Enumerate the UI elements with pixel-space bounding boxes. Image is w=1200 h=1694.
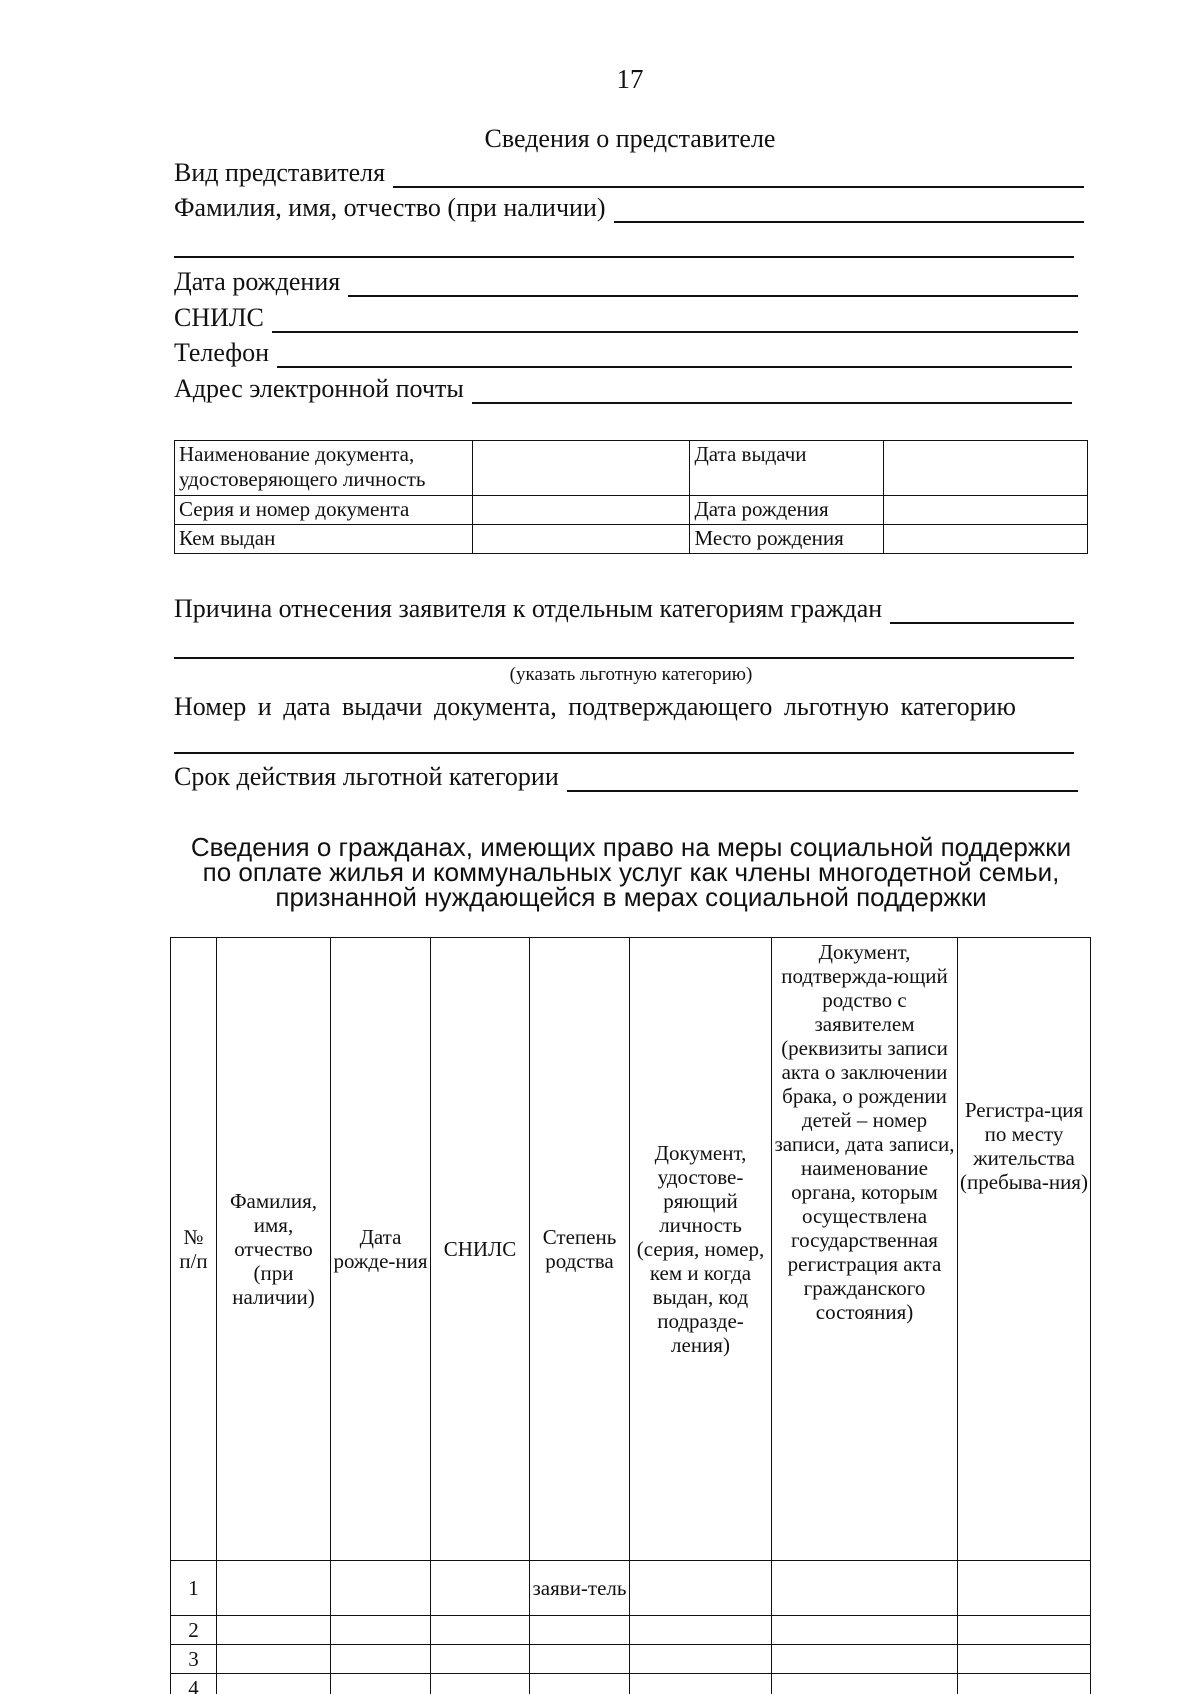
col-header-id-document: Документ, удостове-ряющий личность (серия, номер, кем и когда выдан, код подразде-ления) bbox=[630, 938, 772, 1561]
benefit-category-hint: (указать льготную категорию) bbox=[509, 664, 753, 685]
cell-kinship-document[interactable] bbox=[772, 1674, 958, 1694]
benefit-doc-line[interactable] bbox=[174, 752, 1074, 754]
cell-fio[interactable] bbox=[217, 1561, 331, 1616]
cell-snils[interactable] bbox=[431, 1616, 530, 1645]
rep-type-field[interactable] bbox=[174, 158, 1084, 188]
series-number-label: Серия и номер документа bbox=[175, 496, 473, 525]
rep-type-label: Вид представителя bbox=[174, 158, 386, 187]
cell-snils[interactable] bbox=[431, 1561, 530, 1616]
rep-snils-line[interactable] bbox=[272, 307, 1078, 333]
cell-birth-date[interactable] bbox=[331, 1645, 431, 1674]
cell-birth-date[interactable] bbox=[331, 1674, 431, 1694]
cell-snils[interactable] bbox=[431, 1645, 530, 1674]
cell-id-document[interactable] bbox=[630, 1561, 772, 1616]
issue-date-value[interactable] bbox=[884, 441, 1088, 496]
cell-relation[interactable]: заяви-тель bbox=[530, 1561, 630, 1616]
col-header-fio: Фамилия, имя, отчество (при наличии) bbox=[217, 938, 331, 1561]
table-header-row bbox=[171, 938, 1091, 1561]
cell-snils[interactable] bbox=[431, 1674, 530, 1694]
family-members-table bbox=[170, 937, 1091, 1694]
rep-phone-line[interactable] bbox=[277, 342, 1072, 368]
members-title-line: Сведения о гражданах, имеющих право на меры социальной поддержки bbox=[190, 832, 1072, 862]
id-doc-name-label: Наименование документа, удостоверяющего личность bbox=[175, 441, 473, 496]
cell-relation[interactable] bbox=[530, 1674, 630, 1694]
rep-fio-continuation-line[interactable] bbox=[174, 256, 1074, 258]
cell-birth-date[interactable] bbox=[331, 1561, 431, 1616]
members-title-line: признанной нуждающейся в мерах социальной поддержки bbox=[275, 882, 987, 912]
rep-birth-date-line[interactable] bbox=[348, 271, 1078, 297]
rep-section-title: Сведения о представителе bbox=[484, 124, 776, 153]
rep-email-field[interactable] bbox=[174, 374, 1072, 404]
cell-registration[interactable] bbox=[958, 1561, 1091, 1616]
rep-fio-field[interactable] bbox=[174, 193, 1084, 223]
cell-registration[interactable] bbox=[958, 1674, 1091, 1694]
rep-type-line[interactable] bbox=[393, 162, 1084, 188]
cell-id-document[interactable] bbox=[630, 1616, 772, 1645]
members-section-title bbox=[0, 832, 1200, 912]
rep-email-line[interactable] bbox=[472, 378, 1072, 404]
birth-place-label: Место рождения bbox=[690, 525, 884, 554]
id-doc-name-value[interactable] bbox=[472, 441, 690, 496]
rep-fio-line[interactable] bbox=[614, 197, 1084, 223]
cell-fio[interactable] bbox=[217, 1645, 331, 1674]
col-header-registration: Регистра-ция по месту жительства (пребыва-ния) bbox=[958, 938, 1091, 1561]
cell-fio[interactable] bbox=[217, 1674, 331, 1694]
rep-birth-date-label: Дата рождения bbox=[174, 267, 341, 296]
id-document-table bbox=[174, 440, 1088, 554]
col-header-birth-date: Дата рожде-ния bbox=[331, 938, 431, 1561]
birth-place-value[interactable] bbox=[884, 525, 1088, 554]
col-header-snils: СНИЛС bbox=[431, 938, 530, 1561]
rep-snils-field[interactable] bbox=[174, 303, 1078, 333]
row-number: 1 bbox=[171, 1561, 217, 1616]
members-title-line: по оплате жилья и коммунальных услуг как члены многодетной семьи, bbox=[202, 857, 1060, 887]
benefit-reason-field[interactable] bbox=[174, 594, 1074, 624]
benefit-reason-continuation-line[interactable] bbox=[174, 657, 1074, 659]
benefit-validity-label: Срок действия льготной категории bbox=[174, 762, 559, 791]
rep-phone-label: Телефон bbox=[174, 338, 270, 367]
benefit-reason-label: Причина отнесения заявителя к отдельным категориям граждан bbox=[174, 594, 883, 623]
cell-fio[interactable] bbox=[217, 1616, 331, 1645]
benefit-reason-line[interactable] bbox=[890, 598, 1074, 624]
cell-registration[interactable] bbox=[958, 1645, 1091, 1674]
doc-birth-date-value[interactable] bbox=[884, 496, 1088, 525]
issued-by-value[interactable] bbox=[472, 525, 690, 554]
table-row bbox=[171, 1674, 1091, 1694]
cell-kinship-document[interactable] bbox=[772, 1645, 958, 1674]
series-number-value[interactable] bbox=[472, 496, 690, 525]
col-header-kinship-document: Документ, подтвержда-ющий родство с заявителем (реквизиты записи акта о заключении брака, о рождении детей – номер записи, дата записи, наименование органа, которым осуществлена государственная регистрация акта гражданского состояния) bbox=[772, 938, 958, 1561]
col-header-number: № п/п bbox=[171, 938, 217, 1561]
cell-kinship-document[interactable] bbox=[772, 1616, 958, 1645]
doc-birth-date-label: Дата рождения bbox=[690, 496, 884, 525]
issued-by-label: Кем выдан bbox=[175, 525, 473, 554]
cell-relation[interactable] bbox=[530, 1645, 630, 1674]
rep-birth-date-field[interactable] bbox=[174, 267, 1078, 297]
cell-relation[interactable] bbox=[530, 1616, 630, 1645]
issue-date-label: Дата выдачи bbox=[690, 441, 884, 496]
row-number: 4 bbox=[171, 1674, 217, 1694]
table-row bbox=[171, 1616, 1091, 1645]
cell-id-document[interactable] bbox=[630, 1674, 772, 1694]
benefit-doc-label: Номер и дата выдачи документа, подтверждающего льготную категорию bbox=[174, 692, 1016, 721]
cell-registration[interactable] bbox=[958, 1616, 1091, 1645]
table-row bbox=[171, 1645, 1091, 1674]
row-number: 3 bbox=[171, 1645, 217, 1674]
rep-phone-field[interactable] bbox=[174, 338, 1072, 368]
col-header-relation: Степень родства bbox=[530, 938, 630, 1561]
benefit-validity-field[interactable] bbox=[174, 762, 1078, 792]
cell-birth-date[interactable] bbox=[331, 1616, 431, 1645]
rep-email-label: Адрес электронной почты bbox=[174, 374, 464, 403]
cell-kinship-document[interactable] bbox=[772, 1561, 958, 1616]
rep-snils-label: СНИЛС bbox=[174, 303, 264, 332]
table-row bbox=[171, 1561, 1091, 1616]
rep-fio-label: Фамилия, имя, отчество (при наличии) bbox=[174, 193, 606, 222]
page-number: 17 bbox=[616, 64, 644, 94]
row-number: 2 bbox=[171, 1616, 217, 1645]
cell-id-document[interactable] bbox=[630, 1645, 772, 1674]
benefit-validity-line[interactable] bbox=[567, 766, 1078, 792]
